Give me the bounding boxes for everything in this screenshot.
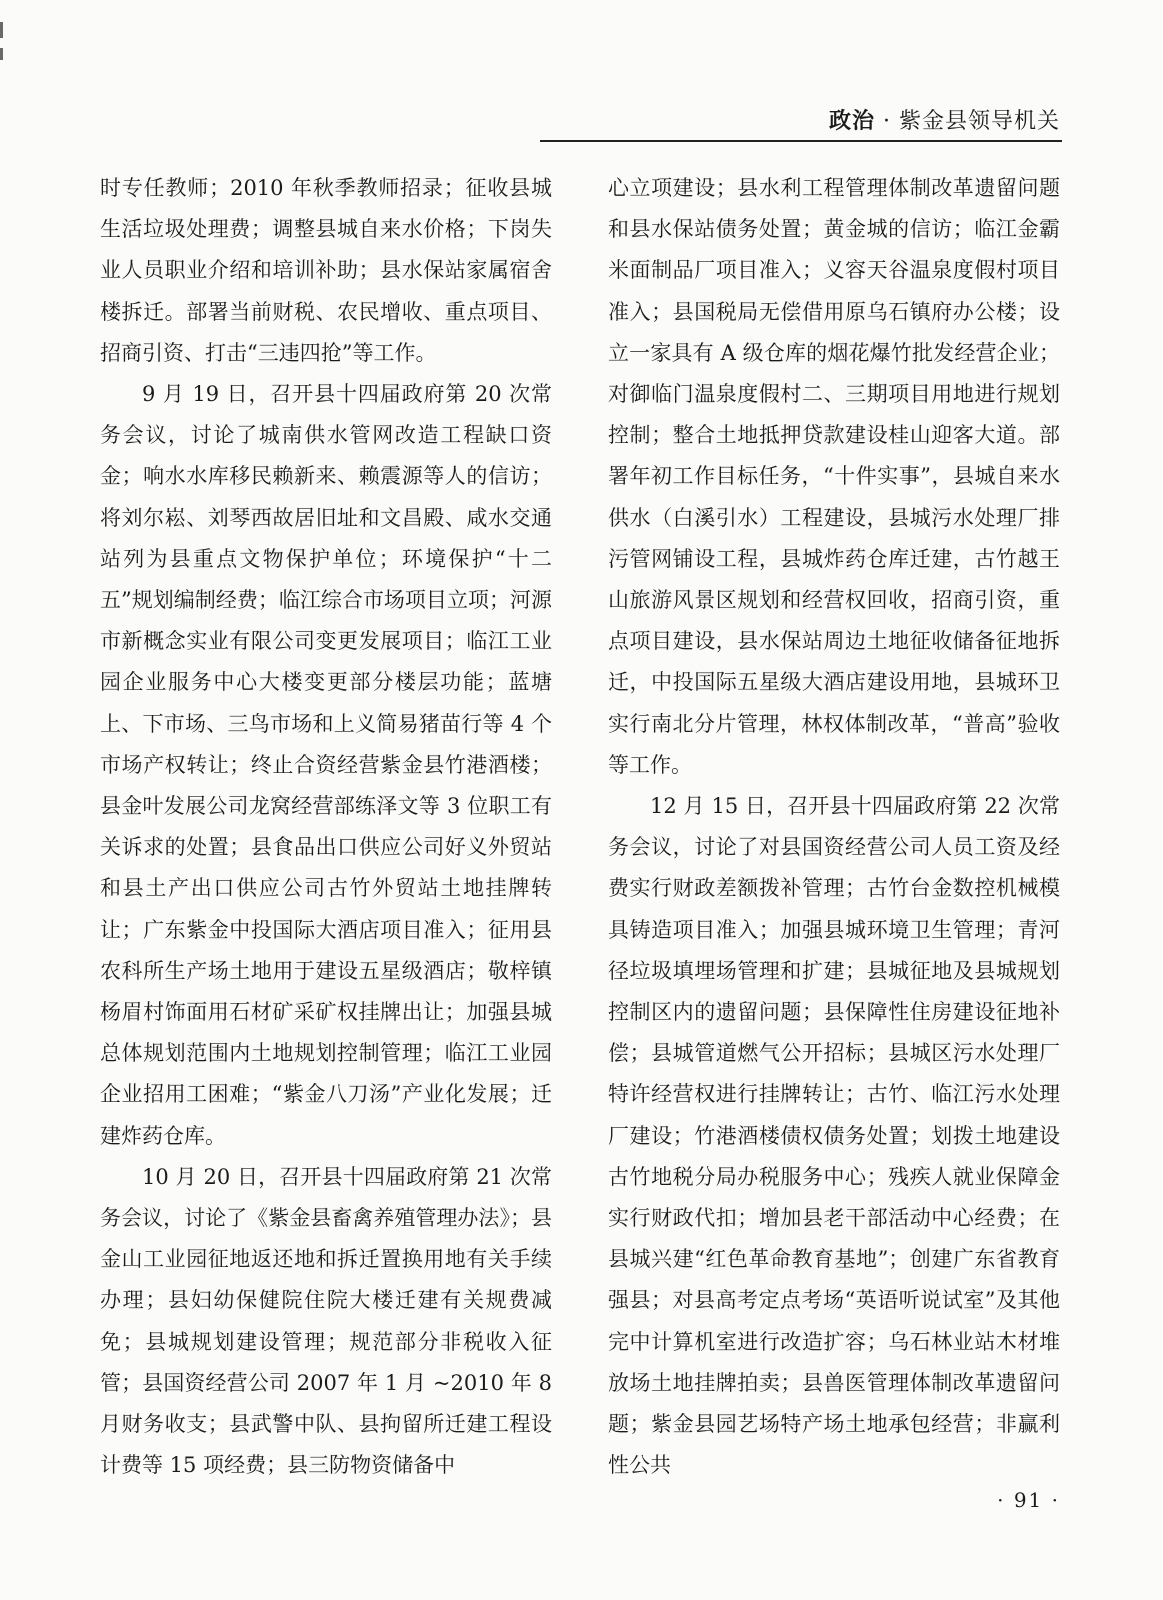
header-separator: · <box>882 109 891 134</box>
page-number: · 91 · <box>997 1488 1060 1512</box>
paragraph: 心立项建设；县水利工程管理体制改革遗留问题和县水保站债务处置；黄金城的信访；临江金霸米面制品厂项目准入；义容天谷温泉度假村项目准入；县国税局无偿借用原乌石镇府办公楼；设立一家具有 A 级仓库的烟花爆竹批发经营企业；对御临门温泉度假村二、三期项目用地进行规划控制；整合土地抵押贷款建设桂山迎客大道。部署年初工作目标任务，“十件实事”，县城自来水供水（白溪引水）工程建设，县城污水处理厂排污管网铺设工程，县城炸药仓库迁建，古竹越王山旅游风景区规划和经营权回收，招商引资，重点项目建设，县水保站周边土地征收储备征地拆迁，中投国际五星级大酒店建设用地，县城环卫实行南北分片管理，林权体制改革，“普高”验收等工作。 <box>608 176 1060 777</box>
running-header <box>740 104 1060 135</box>
scan-edge-mark-middle <box>0 48 3 60</box>
header-section: 政治 <box>828 108 875 134</box>
paragraph: 9 月 19 日，召开县十四届政府第 20 次常务会议，讨论了城南供水管网改造工程缺口资金；响水水库移民赖新来、赖震源等人的信访；将刘尔崧、刘琴西故居旧址和文昌殿、咸水交通站列为县重点文物保护单位；环境保护“十二五”规划编制经费；临江综合市场项目立项；河源市新概念实业有限公司变更发展项目；临江工业园企业服务中心大楼变更部分楼层功能；蓝塘上、下市场、三鸟市场和上义简易猪苗行等 4 个市场产权转让；终止合资经营紫金县竹港酒楼；县金叶发展公司龙窝经营部练泽文等 3 位职工有关诉求的处置；县食品出口供应公司好义外贸站和县土产出口供应公司古竹外贸站土地挂牌转让；广东紫金中投国际大酒店项目准入；征用县农科所生产场土地用于建设五星级酒店；敬梓镇杨眉村饰面用石材矿采矿权挂牌出让；加强县城总体规划范围内土地规划控制管理；临江工业园企业招用工困难；“紫金八刀汤”产业化发展；迁建炸药仓库。 <box>100 382 552 1148</box>
paragraph: 时专任教师；2010 年秋季教师招录；征收县城生活垃圾处理费；调整县城自来水价格；下岗失业人员职业介绍和培训补助；县水保站家属宿舍楼拆迁。部署当前财税、农民增收、重点项目、招商引资、打击“三违四抢”等工作。 <box>100 176 552 365</box>
paragraph: 10 月 20 日，召开县十四届政府第 21 次常务会议，讨论了《紫金县畜禽养殖管理办法》；县金山工业园征地返还地和拆迁置换用地有关手续办理；县妇幼保健院住院大楼迁建有关规费减免；县城规划建设管理；规范部分非税收入征管；县国资经营公司 2007 年 1 月 ~2010 年 8 月财务收支；县武警中队、县拘留所迁建工程设计费等 15 项经费；县三防物资储备中 <box>100 1164 552 1478</box>
paragraph: 12 月 15 日，召开县十四届政府第 22 次常务会议，讨论了对县国资经营公司人员工资及经费实行财政差额拨补管理；古竹台金数控机械模具铸造项目准入；加强县城环境卫生管理；青河径垃圾填埋场管理和扩建；县城征地及县城规划控制区内的遗留问题；县保障性住房建设征地补偿；县城管道燃气公开招标；县城区污水处理厂特许经营权进行挂牌转让；古竹、临江污水处理厂建设；竹港酒楼债权债务处置；划拨土地建设古竹地税分局办税服务中心；残疾人就业保障金实行财政代扣；增加县老干部活动中心经费；在县城兴建“红色革命教育基地”；创建广东省教育强县；对县高考定点考场“英语听说试室”及其他完中计算机室进行改造扩容；乌石林业站木材堆放场土地挂牌拍卖；县兽医管理体制改革遗留问题；紫金县园艺场特产场土地承包经营；非赢利性公共 <box>608 794 1060 1478</box>
left-column <box>100 168 552 1487</box>
header-subsection: 紫金县领导机关 <box>898 109 1060 134</box>
scan-edge-mark-top <box>0 22 3 38</box>
right-column <box>608 168 1060 1487</box>
header-rule <box>540 140 1062 142</box>
